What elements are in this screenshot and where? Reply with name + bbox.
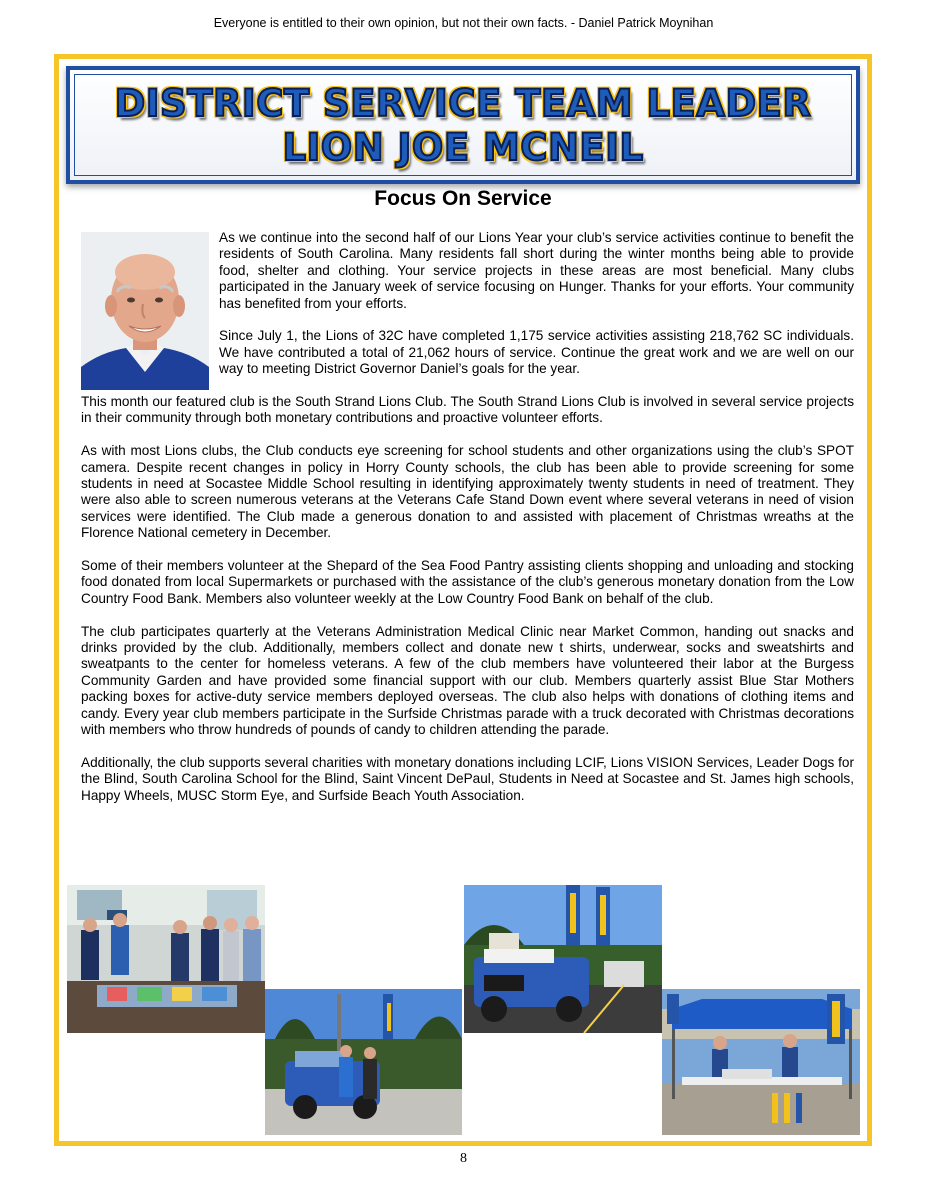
paragraph-5: Some of their members volunteer at the Shepard of the Sea Food Pantry assisting clients shopping and unloading and stocking food donated from local Supermarkets or purchased with the assistance of the club’s generous monetary donation from the Low Country Food Bank. Members also volunteer weekly at the Low Country Food Bank on behalf of the club. bbox=[81, 558, 854, 606]
paragraph-1: As we continue into the second half of our Lions Year your club’s service activities continue to benefit the residents of South Carolina. Many residents fall short during the winter months being able to provide food, shelter and clothing. Your service projects in these areas are most beneficial. Many clubs participated in the January week of service focusing on Hunger. Thanks for your efforts. Your community has benefited from your efforts. bbox=[219, 230, 854, 311]
article-heading: Focus On Service bbox=[374, 187, 552, 210]
paragraph-3: This month our featured club is the South Strand Lions Club. The South Strand Lions Club is involved in several service projects in their community through both monetary contributions and proactive volunteer efforts. bbox=[81, 394, 854, 426]
paragraph-7: Additionally, the club supports several charities with monetary donations including LCIF, Lions VISION Services, Leader Dogs for the Blind, South Carolina School for the Blind, Saint Vincent DePaul, Students in Need at Socastee and St. James high schools, Happy Wheels, MUSC Storm Eye, and Surfside Beach Youth Association. bbox=[81, 754, 854, 803]
article-body bbox=[81, 230, 854, 821]
paragraph-6: The club participates quarterly at the Veterans Administration Medical Clinic near Market Common, handing out snacks and drinks provided by the club. Additionally, members collect and donate new t shirts, underwear, socks and sweatshirts and sweatpants to the center for homeless veterans. A few of the club members have volunteered their labor at the Burgess Community Garden and have provided some financial support with our club. Members quarterly assist Blue Star Mothers packing boxes for active-duty service members deployed overseas. The club also helps with donations of clothing items and candy. Every year club members participate in the Surfside Christmas parade with a truck decorated with Christmas decorations with members who throw hundreds of pounds of candy to children attending the parade. bbox=[81, 623, 854, 738]
title-banner bbox=[66, 66, 860, 184]
page-number: 8 bbox=[460, 1151, 467, 1166]
paragraph-2: Since July 1, the Lions of 32C have completed 1,175 service activities assisting 218,762 SC individuals. We have contributed a total of 21,062 hours of service. Continue the great work and we are well on our way to meeting District Governor Daniel’s goals for the year. bbox=[219, 328, 854, 377]
photo-members-with-jeep bbox=[265, 989, 462, 1135]
banner-title-line1: DISTRICT SERVICE TEAM LEADER bbox=[114, 82, 812, 125]
paragraph-4: As with most Lions clubs, the Club conducts eye screening for school students and other organizations using the club’s SPOT camera. Despite recent changes in policy in Horry County schools, the club has been able to provide screening for some students in need at Socastee Middle School resulting in identifying approximately twenty students in need of treatment. They were also able to screen numerous veterans at the Veterans Cafe Stand Down event where several veterans in need of vision services were identified. The Club made a generous donation to and assisted with placement of Christmas wreaths at the Florence National cemetery in December. bbox=[81, 443, 854, 541]
photo-tent-booth bbox=[662, 989, 860, 1135]
portrait-photo bbox=[81, 232, 209, 390]
photo-club-members-table bbox=[67, 885, 265, 1033]
banner-title-line2: LION JOE MCNEIL bbox=[282, 126, 644, 169]
header-quote: Everyone is entitled to their own opinion, but not their own facts. - Daniel Patrick Moynihan bbox=[213, 16, 714, 30]
photo-parade-jeep bbox=[464, 885, 662, 1033]
page-frame bbox=[54, 54, 872, 1146]
